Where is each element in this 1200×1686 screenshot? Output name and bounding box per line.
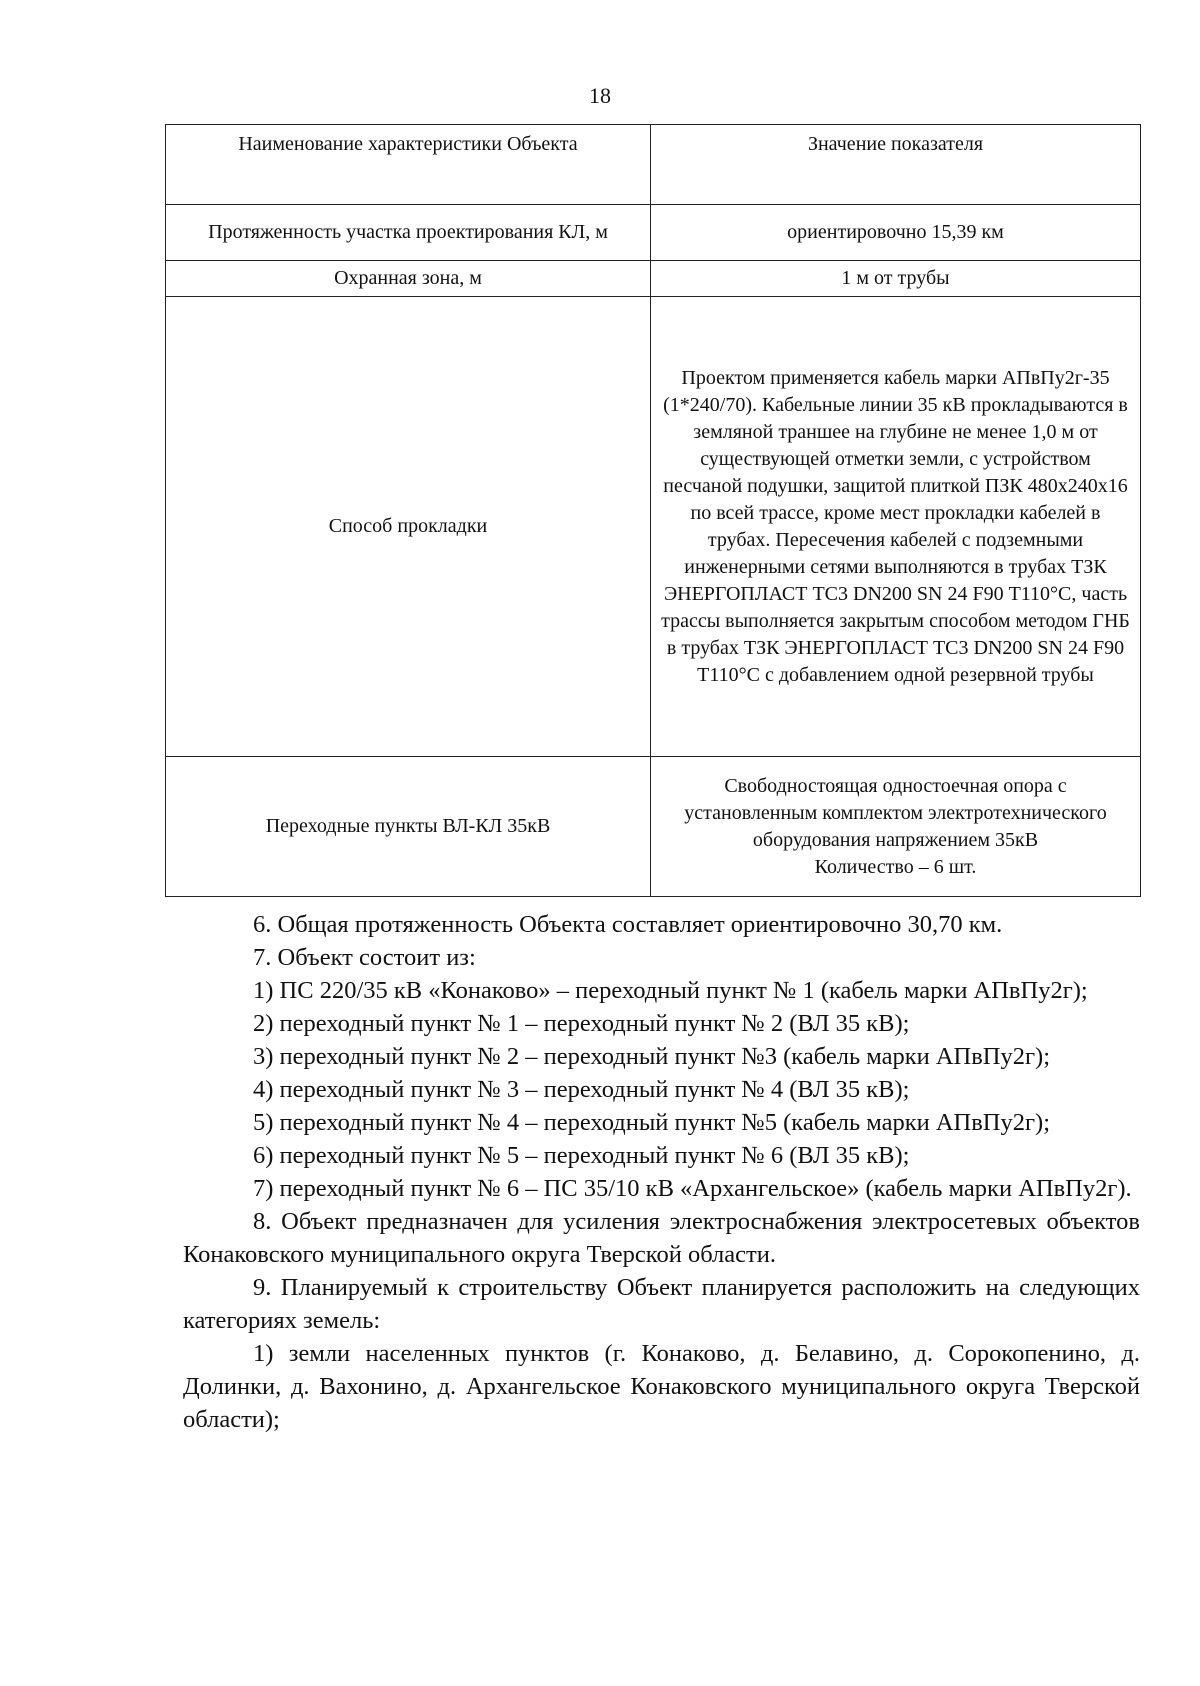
list-item: 6) переходный пункт № 5 – переходный пункт № 6 (ВЛ 35 кВ);: [253, 1142, 910, 1169]
table-row: [166, 297, 1141, 757]
list-item: 4) переходный пункт № 3 – переходный пункт № 4 (ВЛ 35 кВ);: [253, 1076, 910, 1103]
list-item: 1) земли населенных пунктов (г. Конаково, д. Белавино, д. Сорокопенино, д. Долинки, д. Вахонино, д. Архангельское Конаковского муниципального округа Тверской области);: [183, 1340, 1140, 1433]
paragraph-9: 9. Планируемый к строительству Объект планируется расположить на следующих категориях земель:: [183, 1274, 1140, 1334]
row-value-length: ориентировочно 15,39 км: [651, 205, 1141, 261]
table-row: [166, 205, 1141, 261]
list-item: 3) переходный пункт № 2 – переходный пункт №3 (кабель марки АПвПу2г);: [253, 1043, 1051, 1070]
transition-points-count: Количество – 6 шт.: [814, 855, 977, 878]
transition-points-description: Свободностоящая одностоечная опора с установленным комплектом электротехнического оборудования напряжением 35кВ: [684, 774, 1107, 851]
list-item: 2) переходный пункт № 1 – переходный пункт № 2 (ВЛ 35 кВ);: [253, 1010, 910, 1037]
row-value-protection-zone: 1 м от трубы: [651, 261, 1141, 297]
row-value-laying-method: Проектом применяется кабель марки АПвПу2г-35 (1*240/70). Кабельные линии 35 кВ прокладываются в земляной траншее на глубине не менее 1,0 м от существующей отметки земли, с устройством песчаной подушки, защитой плиткой ПЗК 480х240х16 по всей трассе, кроме мест прокладки кабелей в трубах. Пересечения кабелей с подземными инженерными сетями выполняются в трубах ТЗК ЭНЕРГОПЛАСТ ТС3 DN200 SN 24 F90 Т110°С, часть трассы выполняется закрытым способом методом ГНБ в трубах ТЗК ЭНЕРГОПЛАСТ ТС3 DN200 SN 24 F90 Т110°С с добавлением одной резервной трубы: [651, 297, 1141, 757]
header-characteristic-name: Наименование характеристики Объекта: [166, 125, 651, 205]
table-row: [166, 261, 1141, 297]
table-row: [166, 757, 1141, 897]
page-number: 18: [589, 83, 611, 108]
paragraph-6: 6. Общая протяженность Объекта составляет ориентировочно 30,70 км.: [253, 911, 1003, 938]
list-item: 5) переходный пункт № 4 – переходный пункт №5 (кабель марки АПвПу2г);: [253, 1109, 1051, 1136]
paragraph-7: 7. Объект состоит из:: [253, 944, 476, 971]
row-name-length: Протяженность участка проектирования КЛ, м: [166, 205, 651, 261]
list-item: 1) ПС 220/35 кВ «Конаково» – переходный пункт № 1 (кабель марки АПвПу2г);: [253, 977, 1088, 1004]
row-name-transition-points: Переходные пункты ВЛ-КЛ 35кВ: [166, 757, 651, 897]
list-item: 7) переходный пункт № 6 – ПС 35/10 кВ «Архангельское» (кабель марки АПвПу2г).: [253, 1175, 1132, 1202]
body-text: [183, 908, 1140, 1436]
row-value-transition-points: [651, 757, 1141, 897]
paragraph-8: 8. Объект предназначен для усиления электроснабжения электросетевых объектов Конаковского муниципального округа Тверской области.: [183, 1208, 1140, 1268]
row-name-laying-method: Способ прокладки: [166, 297, 651, 757]
object-characteristics-table: [165, 124, 1141, 897]
header-indicator-value: Значение показателя: [651, 125, 1141, 205]
row-name-protection-zone: Охранная зона, м: [166, 261, 651, 297]
table-header-row: [166, 125, 1141, 205]
